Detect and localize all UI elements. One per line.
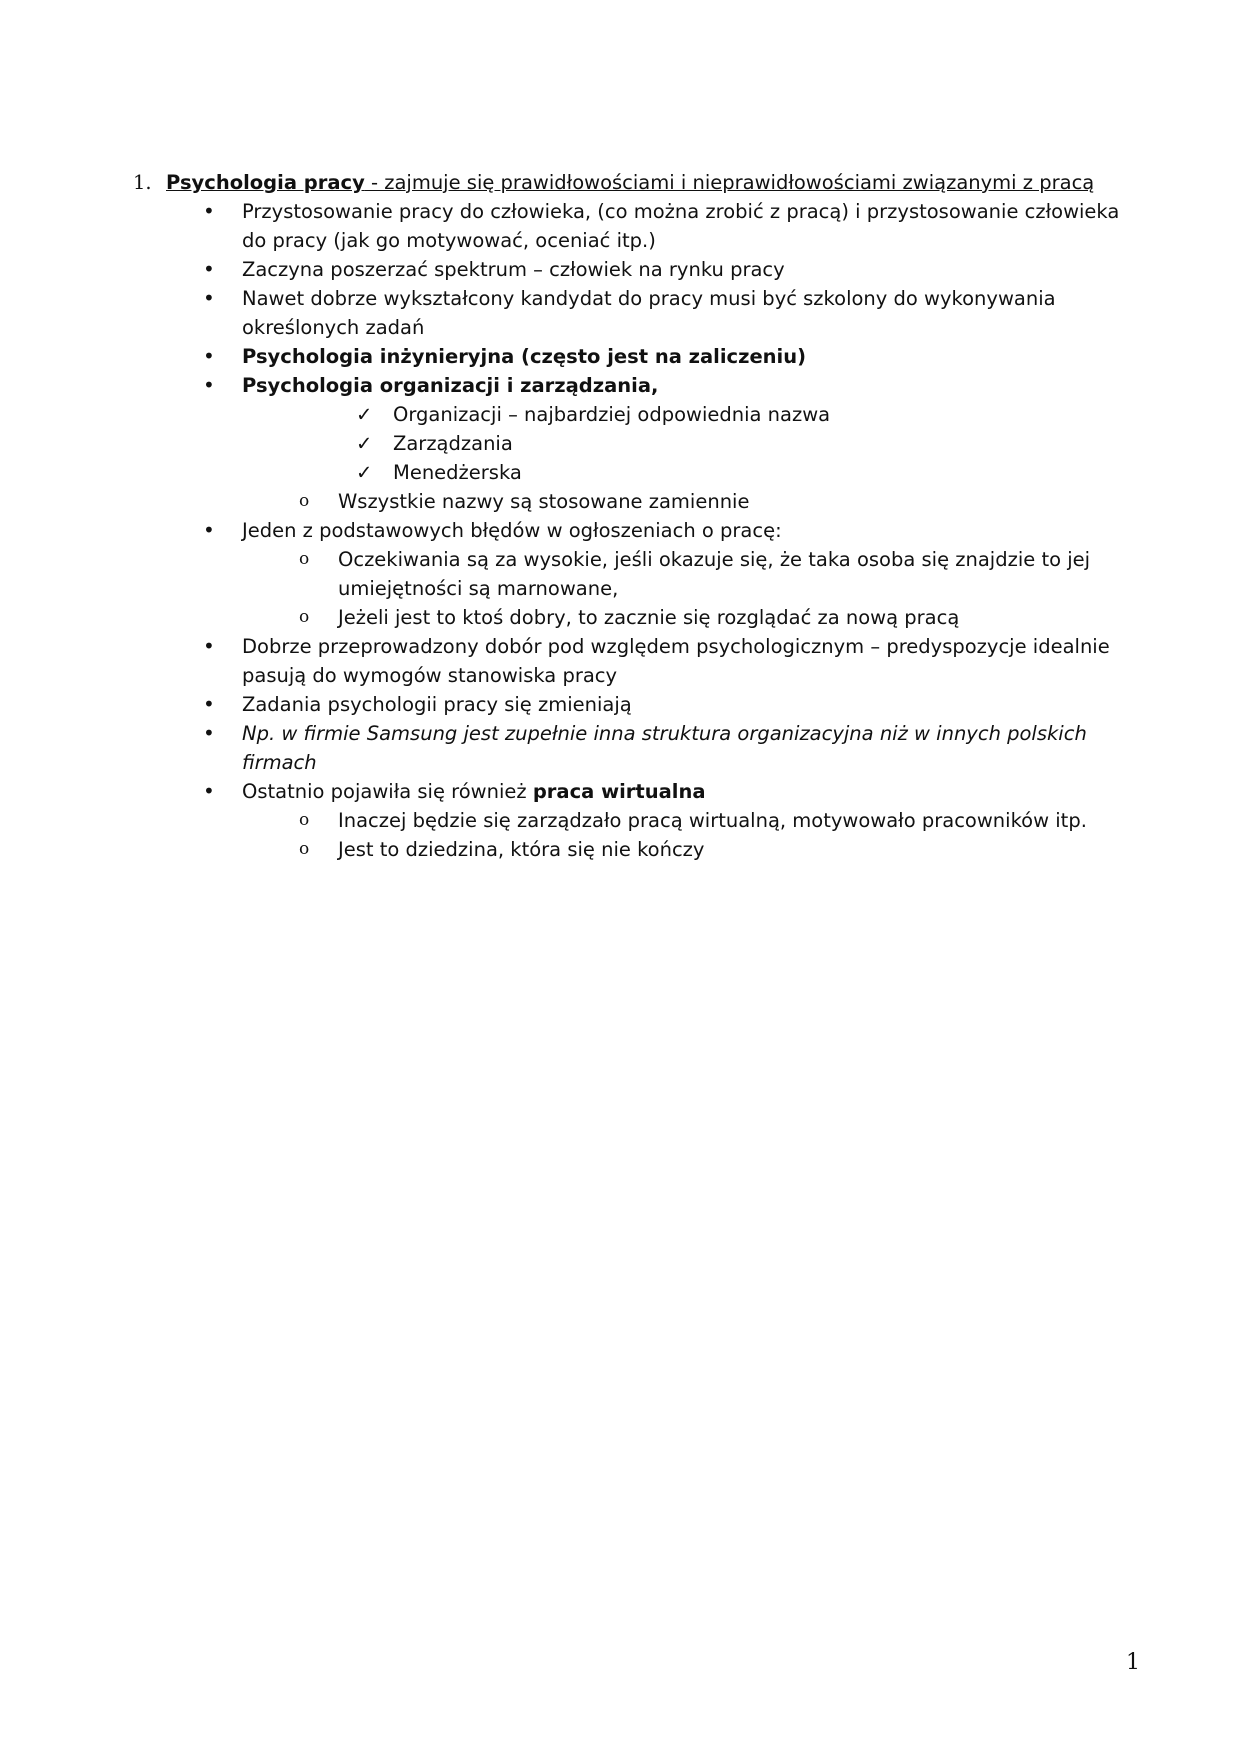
list-number: 1. [133, 171, 152, 194]
list-item [133, 284, 1143, 342]
circle-bullet-icon: o [299, 549, 310, 569]
bullet-icon: • [203, 518, 215, 542]
bullet-icon: • [203, 344, 215, 368]
bullet-icon: • [203, 286, 215, 310]
list-item-text: Inaczej będzie się zarządzało pracą wirtualną, motywowało pracowników itp. [338, 809, 1087, 832]
page-number: 1 [1126, 1650, 1140, 1675]
list-item-text: Zadania psychologii pracy się zmieniają [242, 693, 632, 716]
list-item [133, 777, 1143, 806]
list-item [133, 835, 1143, 864]
bullet-icon: • [203, 721, 215, 745]
list-item-text: Jeden z podstawowych błędów w ogłoszeniach o pracę: [242, 519, 782, 542]
bullet-icon: • [203, 692, 215, 716]
list-item-text: Np. w firmie Samsung jest zupełnie inna struktura organizacyjna niż w innych polskich firmach [242, 722, 1087, 774]
heading-text [166, 171, 1094, 194]
circle-bullet-icon: o [299, 839, 310, 859]
list-item-text: Nawet dobrze wykształcony kandydat do pracy musi być szkolony do wykonywania określonych zadań [242, 287, 1056, 339]
list-item-text: Zaczyna poszerzać spektrum – człowiek na rynku pracy [242, 258, 785, 281]
list-item-text: Oczekiwania są za wysokie, jeśli okazuje się, że taka osoba się znajdzie to jej umiejętności są marnowane, [338, 548, 1091, 600]
list-item [133, 342, 1143, 371]
bullet-icon: • [203, 779, 215, 803]
list-item-text: Psychologia organizacji i zarządzania, [242, 374, 659, 397]
list-item-text: Przystosowanie pracy do człowieka, (co można zrobić z pracą) i przystosowanie człowieka do pracy (jak go motywować, oceniać itp.) [242, 200, 1120, 252]
heading-rest: - zajmuje się prawidłowościami i nieprawidłowościami związanymi z pracą [364, 171, 1095, 194]
circle-bullet-icon: o [299, 491, 310, 511]
list-item [133, 400, 1143, 429]
bullet-icon: • [203, 373, 215, 397]
list-item [133, 545, 1143, 603]
document-body [133, 168, 1143, 864]
circle-bullet-icon: o [299, 607, 310, 627]
list-item [133, 197, 1143, 255]
list-item [133, 429, 1143, 458]
list-item [133, 603, 1143, 632]
list-item [133, 690, 1143, 719]
list-item-text: Organizacji – najbardziej odpowiednia nazwa [393, 403, 831, 426]
list-item-text: Wszystkie nazwy są stosowane zamiennie [338, 490, 750, 513]
bullet-icon: • [203, 634, 215, 658]
checkmark-icon: ✓ [356, 403, 373, 426]
list-item [133, 516, 1143, 545]
heading-row [133, 168, 1143, 197]
list-item [133, 255, 1143, 284]
list-item-text: Menedżerska [393, 461, 522, 484]
list-item [133, 632, 1143, 690]
circle-bullet-icon: o [299, 810, 310, 830]
list-item-text: Ostatnio pojawiła się również [242, 780, 533, 803]
list-item [133, 458, 1143, 487]
checkmark-icon: ✓ [356, 432, 373, 455]
list-item [133, 371, 1143, 400]
list-item [133, 719, 1143, 777]
list-item-bold-text: praca wirtualna [532, 780, 706, 803]
bullet-icon: • [203, 199, 215, 223]
list-item [133, 487, 1143, 516]
list-item-text: Dobrze przeprowadzony dobór pod względem psychologicznym – predyspozycje idealnie pasują do wymogów stanowiska pracy [242, 635, 1110, 687]
list-item-text: Jest to dziedzina, która się nie kończy [338, 838, 705, 861]
list-item-text: Zarządzania [393, 432, 513, 455]
bullet-icon: • [203, 257, 215, 281]
list-item-text: Jeżeli jest to ktoś dobry, to zacznie się rozglądać za nową pracą [338, 606, 960, 629]
checkmark-icon: ✓ [356, 461, 373, 484]
heading-term: Psychologia pracy [166, 171, 365, 194]
list-item-text: Psychologia inżynieryjna (często jest na zaliczeniu) [242, 345, 807, 368]
list-item [133, 806, 1143, 835]
